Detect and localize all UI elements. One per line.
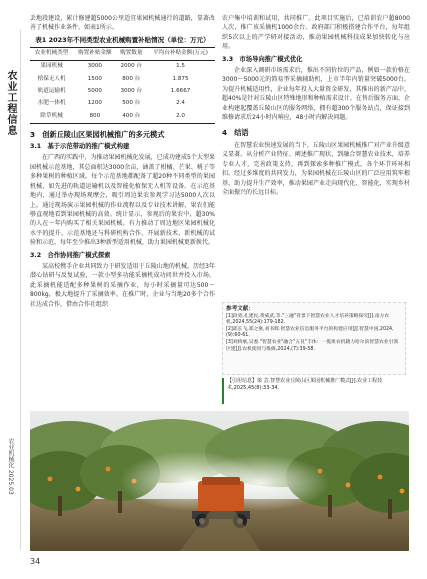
right-column: [222, 14, 410, 197]
section-3-1-heading: 3.1 基于示范带动的推广模式构建: [30, 143, 130, 151]
left-column: [30, 14, 215, 309]
table-cell: 轨道运输机: [37, 87, 66, 94]
table-cell: 800 台: [122, 75, 141, 82]
orchard-illustration: [30, 411, 409, 551]
table-header-cell: 平均台补贴金额(万元): [146, 48, 215, 60]
reference-item: [3]刘桥豪,吴娄."智慧农业"融合"五良"丰体：一揽果农机籍力哈尔滨智慧农业引领区建[J].农机使用与维修,2024,(7):39-58.: [226, 339, 399, 352]
table-cell: 1.5: [176, 63, 185, 70]
table-cell: 2.0: [146, 110, 215, 123]
table-header-cell: 农业机械类型: [30, 48, 73, 60]
table-cell: 1500: [87, 75, 102, 82]
table-cell: 植保无人机: [37, 75, 66, 82]
section-3-1-text: 在广西的实践中，为推动果园机械化发展，已成功建成5个大型果园机械示范基地，其总面积达3000余亩，涵盖了柑橘、芒果、桃子等多种果树的种植区域。每个示范基地都配备了超20种不同类型的果园机械，如先进的轨道运输机以及智能化植保无人机等设备。在示范基地内，通过举办现场观摩会，吸引周边果农参观学习达5000人次以上。通过现场演示果园机械的作业流程以及专业技术讲解，果农们能够直观地看到果园机械的高效。统计显示，参观后的果农中，超30%的人在一年内购买了相关果园机械。有力推动了周边地区果园机械化水平的提升。示范基地还与科研机构合作，开展新技术、新机械的试验和示范，每年至少推出3种新型适用机械，助力果园机械更新换代。: [30, 154, 215, 247]
section-3-3-text: 企业深入调研市场需求后，推出不同价位的产品，例如一款价格在3000～5000元的简易型采摘辅助机，上市半年内销量突破5000台。为提升机械适用性，企业每年投入大量资金研发，其推出的新产品中，超40%是针对丘陵山区特殊地形和种植需求设计。在售后服务方面，企业构建起覆盖丘陵山区的服务网络，拥有超300个服务站点，保证接到维修请求后24小时内响应，48小时内解决问题。: [222, 67, 410, 122]
intro-paragraph: 丢地段建设，累计修建超5000公里适宜果园机械通行的道路，显著改善了机械作业条件，如表1所示。: [30, 15, 215, 32]
reference-item: [2]邱长飞,郑之豪,刘书辉.智慧农业信息服务平台的构建应用[J].智慧中国,2024,(9):60-61.: [226, 326, 394, 339]
references-box: [222, 302, 406, 375]
section-3-2-heading: 3.2 合作协同推广模式探索: [30, 251, 111, 259]
table-cell: 除草机械: [30, 110, 73, 123]
table-title: 表1 2023年不同类型农业机械购置补贴情况（单位：万元）: [35, 35, 210, 44]
orchard-sprayer-photo: [30, 411, 409, 551]
table-cell: 3000: [87, 63, 102, 70]
table-header-row: [30, 48, 215, 60]
section-3-3-heading: 3.3 市场导向推广模式优化: [222, 55, 303, 63]
table-row: [30, 73, 215, 85]
table-cell: 果园机械: [40, 63, 63, 70]
table-cell: 3000 台: [120, 87, 143, 94]
journal-name-vertical: 农业机械化 2025.03: [7, 438, 14, 495]
side-divider: [20, 30, 21, 550]
table-row: [30, 60, 215, 73]
citation-info: 【引用信息】梁 芸.智慧农业丘陵山区果园机械推广模式[J].农业工程技术,2025,45(8):33-34.: [222, 378, 406, 404]
references-title: 参考文献：: [226, 306, 254, 312]
table-row: [30, 110, 215, 123]
section-4-text: 在智慧农业快速发展的当下，丘陵山区果园机械推广对产业升级意义显著。从分析产业特征、阐述推广现状，到融合智慧农业技术，培养专业人才，完善政策支持，再到探索多种推广模式，各个环节环环相扣。经过多维度的共同发力，为果园机械在丘陵山区的广泛应用筑牢根基，助力提升生产效率，推动果园产业走向现代化、智能化，实现乡村全面振兴的长远目标。: [222, 141, 410, 196]
table-cell: 2.4: [176, 100, 185, 107]
table-cell: 800: [73, 110, 116, 123]
table-cell: 1.875: [172, 75, 189, 82]
table-cell: 400 台: [116, 110, 146, 123]
subsidy-table: [30, 47, 215, 123]
section-3-2-text: 某高校携手企业共同致力于研发适用于丘陵山地的机械，历经3年潜心钻研与反复试验，一款小型多功能采摘机成功问世并投入市场。此采摘机能适配多种果树的采摘作业，每小时采摘量可达500～800kg，极大地提升了采摘效率。在推广时，企业与当地20多个合作社达成合作，借由合作社组织: [30, 262, 215, 308]
table-header-cell: 购置数量: [116, 48, 146, 60]
table-cell: 5000: [87, 87, 102, 94]
section-4-heading: 4 结语: [222, 128, 249, 138]
table-cell: 500 台: [122, 100, 141, 107]
table-header-cell: 购置补贴金额: [73, 48, 116, 60]
table-row: [30, 85, 215, 97]
table-cell: 水肥一体机: [37, 100, 66, 107]
table-cell: 1200: [87, 100, 102, 107]
side-strip: [0, 0, 22, 579]
table-cell: 1.6667: [170, 87, 191, 94]
reference-item: [1]段勇,孔建民,黄威武,等."三融"背景下智慧农业人才培养策略探究[J].南方农机,2024,55(24):179-182.: [226, 313, 390, 326]
section-3-heading: 3 创新丘陵山区果园机械推广的多元模式: [30, 129, 165, 139]
section-title-vertical: 农业工程信息: [5, 70, 16, 136]
right-top-paragraph: 农户集中培训和试用，共同推广。此项目实施后，已培训农户超8000人次，推广该采摘机1000余台。政府部门积极搭建合作平台，每年组织5次以上的产学研对接活动，推动果园机械科技成果加快转化与应用。: [222, 15, 410, 51]
page-number: 34: [30, 557, 41, 566]
table-cell: 2000 台: [120, 63, 143, 70]
table-row: [30, 98, 215, 110]
